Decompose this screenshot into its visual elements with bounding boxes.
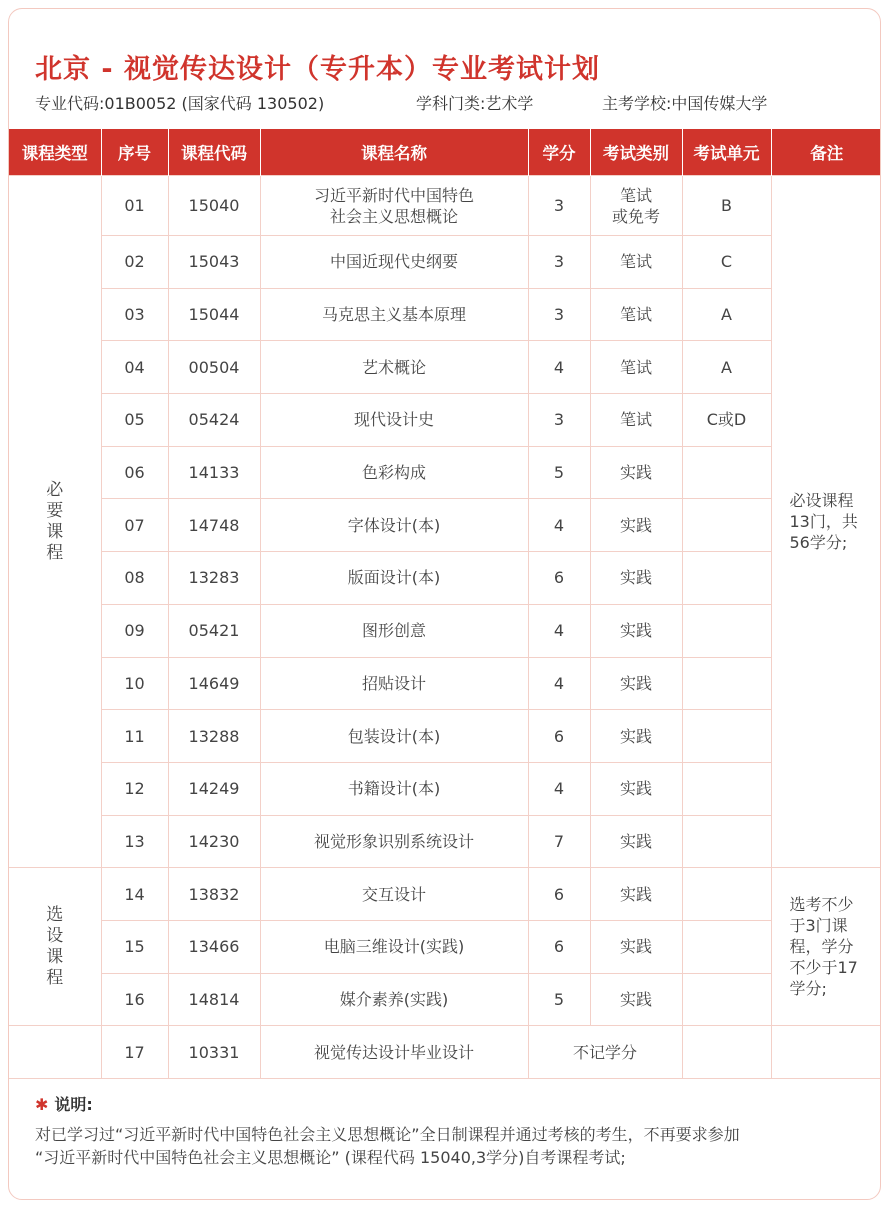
exam-unit	[682, 710, 771, 763]
table-row	[9, 499, 881, 552]
course-number: 05	[101, 394, 168, 447]
remark-empty	[771, 1026, 881, 1079]
course-credit: 3	[528, 288, 590, 341]
course-number: 04	[101, 341, 168, 394]
major-code: 专业代码:01B0052 (国家代码 130502)	[35, 94, 325, 113]
notes-heading	[35, 1092, 865, 1115]
table-row	[9, 657, 881, 710]
cell-line: 实践	[619, 568, 652, 588]
exam-unit	[682, 920, 771, 973]
exam-unit	[682, 1026, 771, 1079]
remark-elective	[771, 868, 881, 1026]
table-row	[9, 762, 881, 815]
exam-type	[590, 446, 682, 499]
course-code: 15040	[168, 176, 260, 236]
table-row	[9, 236, 881, 289]
course-name	[260, 552, 528, 605]
course-name	[260, 762, 528, 815]
course-name	[260, 604, 528, 657]
cell-line: 实践	[619, 673, 652, 693]
notes-heading-label: 说明:	[54, 1095, 93, 1114]
table-row	[9, 920, 881, 973]
cell-line: 笔试	[619, 410, 652, 430]
course-code: 13288	[168, 710, 260, 763]
course-number: 10	[101, 657, 168, 710]
course-code: 10331	[168, 1026, 260, 1079]
table-row	[9, 394, 881, 447]
course-credit: 5	[528, 973, 590, 1026]
exam-unit	[682, 762, 771, 815]
course-name: 视觉传达设计毕业设计	[260, 1026, 528, 1079]
asterisk-icon: ✱	[35, 1095, 49, 1114]
course-name	[260, 973, 528, 1026]
course-type-label: 必要课程	[46, 479, 64, 563]
cell-line: 招贴设计	[361, 673, 426, 693]
cell-line: 实践	[619, 779, 652, 799]
cell-line: 或免考	[611, 206, 660, 226]
cell-line: 中国近现代史纲要	[329, 252, 458, 272]
course-number: 13	[101, 815, 168, 868]
exam-type	[590, 762, 682, 815]
table-row	[9, 868, 881, 921]
exam-type	[590, 288, 682, 341]
course-credit: 6	[528, 710, 590, 763]
exam-unit: A	[682, 288, 771, 341]
exam-type	[590, 176, 682, 236]
exam-type	[590, 868, 682, 921]
discipline: 学科门类:艺术学	[416, 94, 534, 113]
cell-line: 媒介素养(实践)	[339, 989, 449, 1009]
exam-unit	[682, 604, 771, 657]
course-code: 05424	[168, 394, 260, 447]
cell-line: 马克思主义基本原理	[321, 305, 466, 325]
table-row	[9, 552, 881, 605]
course-number: 02	[101, 236, 168, 289]
table-row	[9, 176, 881, 236]
cell-line: 字体设计(本)	[347, 515, 441, 535]
exam-unit: A	[682, 341, 771, 394]
course-credit: 6	[528, 868, 590, 921]
table-row	[9, 446, 881, 499]
cell-line: 版面设计(本)	[347, 568, 441, 588]
cell-line: 视觉形象识别系统设计	[313, 831, 474, 851]
cell-line: 艺术概论	[361, 357, 426, 377]
course-credit: 4	[528, 604, 590, 657]
course-number: 12	[101, 762, 168, 815]
course-number: 09	[101, 604, 168, 657]
cell-line: 实践	[619, 884, 652, 904]
credit-note: 不记学分	[528, 1026, 682, 1079]
cell-line: 书籍设计(本)	[347, 779, 441, 799]
course-name	[260, 710, 528, 763]
exam-unit	[682, 446, 771, 499]
cell-line: 笔试	[619, 305, 652, 325]
exam-type	[590, 499, 682, 552]
course-number: 01	[101, 176, 168, 236]
course-code: 14649	[168, 657, 260, 710]
cell-line: 色彩构成	[361, 463, 426, 483]
course-number: 14	[101, 868, 168, 921]
course-credit: 3	[528, 236, 590, 289]
header-exam-type: 考试类别	[590, 129, 682, 176]
course-code: 05421	[168, 604, 260, 657]
cell-line: 笔试	[619, 357, 652, 377]
cell-line: 交互设计	[361, 884, 426, 904]
table-row	[9, 341, 881, 394]
course-code: 13832	[168, 868, 260, 921]
exam-unit: C或D	[682, 394, 771, 447]
cell-line: 图形创意	[361, 621, 426, 641]
header-course-type: 课程类型	[9, 129, 101, 176]
header-course-code: 课程代码	[168, 129, 260, 176]
table-row	[9, 710, 881, 763]
remark-required	[771, 176, 881, 868]
course-credit: 4	[528, 499, 590, 552]
course-number: 16	[101, 973, 168, 1026]
exam-unit	[682, 499, 771, 552]
course-name	[260, 499, 528, 552]
header-remark: 备注	[771, 129, 881, 176]
exam-type	[590, 920, 682, 973]
host-school: 主考学校:中国传媒大学	[602, 94, 768, 113]
notes-body	[35, 1123, 865, 1169]
exam-unit	[682, 552, 771, 605]
course-credit: 7	[528, 815, 590, 868]
course-credit: 6	[528, 920, 590, 973]
exam-type	[590, 815, 682, 868]
course-number: 17	[101, 1026, 168, 1079]
course-code: 14133	[168, 446, 260, 499]
table-row	[9, 815, 881, 868]
cell-line: 实践	[619, 937, 652, 957]
cell-line: 实践	[619, 515, 652, 535]
course-credit: 4	[528, 341, 590, 394]
course-code: 15043	[168, 236, 260, 289]
exam-type	[590, 657, 682, 710]
course-credit: 4	[528, 762, 590, 815]
cell-line: 实践	[619, 621, 652, 641]
course-code: 13283	[168, 552, 260, 605]
exam-type	[590, 552, 682, 605]
exam-unit	[682, 815, 771, 868]
course-name	[260, 446, 528, 499]
table-row	[9, 973, 881, 1026]
table-row	[9, 604, 881, 657]
course-code: 14230	[168, 815, 260, 868]
course-code: 14814	[168, 973, 260, 1026]
remark-text: 选考不少于3门课程，学分不少于17学分;	[789, 895, 858, 999]
header-course-name: 课程名称	[260, 129, 528, 176]
cell-line: 实践	[619, 726, 652, 746]
exam-type	[590, 236, 682, 289]
table-row	[9, 288, 881, 341]
cell-line: 实践	[619, 989, 652, 1009]
exam-type	[590, 604, 682, 657]
course-credit: 6	[528, 552, 590, 605]
course-number: 06	[101, 446, 168, 499]
course-name	[260, 815, 528, 868]
course-code: 14249	[168, 762, 260, 815]
course-number: 15	[101, 920, 168, 973]
course-code: 00504	[168, 341, 260, 394]
course-credit: 4	[528, 657, 590, 710]
cell-line: 习近平新时代中国特色	[313, 185, 474, 205]
course-number: 07	[101, 499, 168, 552]
course-credit: 3	[528, 394, 590, 447]
notes-section	[35, 1092, 865, 1169]
header-credit: 学分	[528, 129, 590, 176]
course-name	[260, 657, 528, 710]
course-credit: 5	[528, 446, 590, 499]
table-header-row	[9, 129, 881, 176]
course-type-empty	[9, 1026, 101, 1079]
remark-text: 必设课程13门，共56学分;	[789, 491, 858, 553]
course-number: 03	[101, 288, 168, 341]
course-table	[9, 129, 881, 1079]
cell-line: 社会主义思想概论	[329, 206, 458, 226]
table-body	[9, 176, 881, 1079]
notes-line: 对已学习过“习近平新时代中国特色社会主义思想概论”全日制课程并通过考核的考生，不再要求参加	[35, 1125, 740, 1144]
course-code: 13466	[168, 920, 260, 973]
header-exam-unit: 考试单元	[682, 129, 771, 176]
course-type-label: 选设课程	[46, 904, 64, 988]
cell-line: 电脑三维设计(实践)	[323, 937, 465, 957]
page-title: 北京 - 视觉传达设计（专升本）专业考试计划	[35, 54, 601, 85]
header-number: 序号	[101, 129, 168, 176]
cell-line: 现代设计史	[353, 410, 434, 430]
course-number: 11	[101, 710, 168, 763]
course-code: 14748	[168, 499, 260, 552]
notes-line: “习近平新时代中国特色社会主义思想概论” (课程代码 15040,3学分)自考课程考试;	[35, 1148, 626, 1167]
exam-unit: C	[682, 236, 771, 289]
cell-line: 实践	[619, 831, 652, 851]
course-name	[260, 288, 528, 341]
exam-unit	[682, 868, 771, 921]
table-row-final	[9, 1026, 881, 1079]
cell-line: 实践	[619, 463, 652, 483]
exam-unit: B	[682, 176, 771, 236]
course-name	[260, 394, 528, 447]
course-name	[260, 176, 528, 236]
exam-plan-card	[8, 8, 881, 1200]
course-name	[260, 868, 528, 921]
cell-line: 笔试	[619, 252, 652, 272]
course-code: 15044	[168, 288, 260, 341]
course-credit: 3	[528, 176, 590, 236]
exam-type	[590, 973, 682, 1026]
cell-line: 笔试	[619, 185, 652, 205]
exam-type	[590, 341, 682, 394]
course-type-elective	[9, 868, 101, 1026]
exam-type	[590, 710, 682, 763]
exam-unit	[682, 973, 771, 1026]
exam-type	[590, 394, 682, 447]
course-type-required	[9, 176, 101, 868]
exam-unit	[682, 657, 771, 710]
course-name	[260, 341, 528, 394]
cell-line: 包装设计(本)	[347, 726, 441, 746]
course-number: 08	[101, 552, 168, 605]
course-name	[260, 236, 528, 289]
course-name	[260, 920, 528, 973]
